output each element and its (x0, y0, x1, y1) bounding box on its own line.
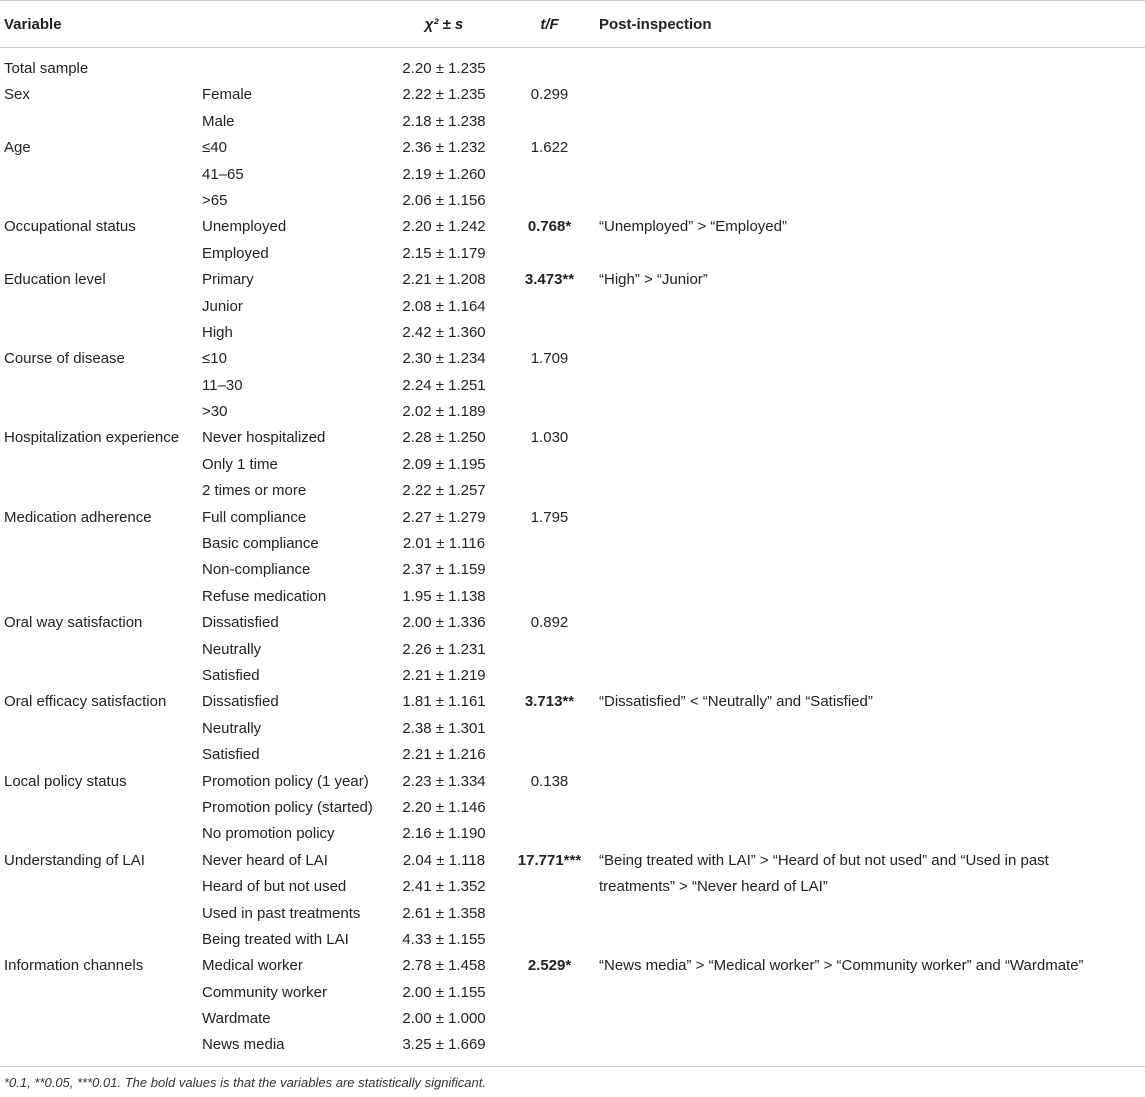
cell-stat: 2.09 ± 1.195 (402, 455, 486, 473)
cell-stat: 2.20 ± 1.235 (402, 60, 486, 77)
cell-subgroup: 11–30 (202, 376, 243, 394)
cell-variable: Age (4, 139, 31, 157)
cell-variable (0, 901, 198, 927)
cell-post-inspection (595, 320, 1145, 346)
post-inspection-text: “Being treated with LAI” > “Heard of but not used” and “Used in past treatments” > “Never heard of LAI” (599, 851, 1049, 895)
cell-tf: 1.709 (530, 350, 569, 368)
cell-tf: 3.473** (524, 271, 575, 289)
cell-post-inspection (595, 135, 1145, 161)
cell-variable (0, 980, 198, 1006)
table-row (0, 1032, 1145, 1066)
cell-subgroup: No promotion policy (202, 825, 335, 843)
cell-stat: 2.24 ± 1.251 (402, 376, 486, 394)
cell-post-inspection (595, 82, 1145, 108)
cell-tf (504, 980, 595, 1006)
table-body (0, 48, 1145, 1067)
cell-subgroup: Never hospitalized (202, 429, 326, 447)
cell-stat: 2.01 ± 1.116 (402, 535, 486, 553)
table-row (0, 478, 1145, 504)
cell-subgroup: Heard of but not used (202, 878, 347, 896)
cell-tf (504, 637, 595, 663)
table-row (0, 531, 1145, 557)
cell-subgroup: ≤40 (202, 139, 227, 157)
table-row (0, 980, 1145, 1006)
table-row (0, 373, 1145, 399)
cell-tf (504, 1032, 595, 1066)
cell-stat: 3.25 ± 1.669 (402, 1036, 486, 1054)
cell-tf (504, 874, 595, 900)
cell-stat: 2.20 ± 1.242 (402, 218, 486, 236)
table-row (0, 82, 1145, 108)
cell-stat: 2.41 ± 1.352 (402, 878, 486, 896)
cell-subgroup: Full compliance (202, 508, 307, 526)
cell-post-inspection (595, 188, 1145, 214)
cell-tf (504, 373, 595, 399)
cell-post-inspection (595, 848, 1145, 895)
table-row (0, 505, 1145, 531)
header-subgroup (198, 1, 384, 48)
cell-tf: 0.138 (530, 772, 569, 790)
cell-post-inspection (595, 452, 1145, 478)
cell-variable (0, 637, 198, 663)
cell-stat: 2.26 ± 1.231 (402, 640, 486, 658)
cell-variable: Oral efficacy satisfaction (4, 693, 167, 711)
cell-variable (0, 531, 198, 557)
cell-stat: 2.20 ± 1.146 (402, 798, 486, 816)
cell-subgroup: Wardmate (202, 1010, 271, 1028)
cell-tf (504, 294, 595, 320)
cell-tf (504, 320, 595, 346)
table-footnote: *0.1, **0.05, ***0.01. The bold values is that the variables are statistically significant. (0, 1066, 1145, 1090)
cell-variable: Understanding of LAI (4, 851, 145, 869)
table-row (0, 584, 1145, 610)
cell-tf: 0.768* (527, 218, 572, 236)
cell-variable: Hospitalization experience (4, 429, 180, 447)
cell-stat: 2.38 ± 1.301 (402, 719, 486, 737)
cell-subgroup: Satisfied (202, 746, 260, 764)
cell-tf: 0.299 (530, 86, 569, 104)
header-stat: χ² ± s (384, 1, 504, 48)
cell-tf (504, 188, 595, 214)
cell-variable (0, 821, 198, 847)
cell-variable: Sex (4, 86, 30, 104)
cell-tf (504, 742, 595, 768)
cell-variable: Total sample (4, 60, 89, 77)
table-row (0, 320, 1145, 346)
cell-variable (0, 1006, 198, 1032)
table-row (0, 399, 1145, 425)
cell-subgroup: 41–65 (202, 165, 244, 183)
cell-stat: 2.18 ± 1.238 (402, 112, 486, 130)
cell-subgroup: Male (202, 112, 235, 130)
cell-post-inspection: “Unemployed” > “Employed” (599, 218, 787, 236)
cell-stat: 2.36 ± 1.232 (402, 139, 486, 157)
cell-tf (504, 795, 595, 821)
cell-post-inspection (595, 901, 1145, 927)
cell-stat: 2.19 ± 1.260 (402, 165, 486, 183)
cell-stat: 2.16 ± 1.190 (402, 825, 486, 843)
cell-stat: 2.15 ± 1.179 (402, 244, 486, 262)
cell-subgroup: Employed (202, 244, 269, 262)
cell-variable: Local policy status (4, 772, 127, 790)
cell-subgroup: Basic compliance (202, 535, 319, 553)
cell-subgroup: Unemployed (202, 218, 287, 236)
cell-subgroup: Medical worker (202, 957, 303, 975)
table-row (0, 557, 1145, 583)
table-row (0, 425, 1145, 451)
table-row (0, 716, 1145, 742)
cell-variable: Course of disease (4, 350, 125, 368)
cell-stat: 2.61 ± 1.358 (402, 904, 486, 922)
table-row (0, 769, 1145, 795)
cell-subgroup: 2 times or more (202, 482, 307, 500)
cell-subgroup: Only 1 time (202, 455, 278, 473)
cell-subgroup: Satisfied (202, 666, 260, 684)
cell-post-inspection (595, 821, 1145, 847)
cell-subgroup: Female (202, 86, 253, 104)
cell-variable (0, 241, 198, 267)
cell-subgroup: Dissatisfied (202, 693, 279, 711)
cell-post-inspection (595, 505, 1145, 531)
cell-variable (0, 478, 198, 504)
cell-post-inspection: “News media” > “Medical worker” > “Community worker” and “Wardmate” (599, 957, 1084, 975)
cell-tf (504, 109, 595, 135)
cell-subgroup: Never heard of LAI (202, 851, 328, 869)
cell-stat: 2.21 ± 1.208 (402, 271, 486, 289)
cell-post-inspection (595, 716, 1145, 742)
cell-variable (0, 399, 198, 425)
cell-tf (504, 901, 595, 927)
cell-subgroup: Neutrally (202, 640, 262, 658)
header-tf: t/F (504, 1, 595, 48)
cell-post-inspection (595, 241, 1145, 267)
cell-variable (0, 927, 198, 953)
cell-post-inspection (595, 663, 1145, 689)
cell-post-inspection (595, 162, 1145, 188)
table-row (0, 610, 1145, 636)
cell-variable (0, 663, 198, 689)
cell-subgroup: Junior (202, 297, 243, 315)
cell-stat: 2.04 ± 1.118 (402, 851, 486, 869)
table-row (0, 663, 1145, 689)
cell-post-inspection (595, 48, 1145, 83)
cell-variable: Occupational status (4, 218, 136, 236)
cell-post-inspection (595, 1006, 1145, 1032)
cell-subgroup: >65 (202, 191, 228, 209)
cell-variable (0, 874, 198, 900)
cell-stat: 2.02 ± 1.189 (402, 403, 486, 421)
cell-variable (0, 162, 198, 188)
cell-tf (504, 716, 595, 742)
cell-subgroup: Non-compliance (202, 561, 311, 579)
table-row (0, 742, 1145, 768)
cell-subgroup: Being treated with LAI (202, 930, 349, 948)
table-row (0, 267, 1145, 293)
table-row (0, 48, 1145, 83)
cell-subgroup: >30 (202, 403, 228, 421)
cell-tf (504, 663, 595, 689)
cell-post-inspection (595, 373, 1145, 399)
cell-variable (0, 373, 198, 399)
cell-post-inspection (595, 769, 1145, 795)
cell-variable (0, 795, 198, 821)
table-row (0, 1006, 1145, 1032)
cell-tf: 1.795 (530, 508, 569, 526)
cell-variable (0, 320, 198, 346)
cell-stat: 2.00 ± 1.336 (402, 614, 486, 632)
cell-post-inspection (595, 610, 1145, 636)
cell-post-inspection (595, 399, 1145, 425)
cell-post-inspection (595, 294, 1145, 320)
cell-tf (504, 399, 595, 425)
cell-tf (504, 162, 595, 188)
cell-post-inspection (595, 742, 1145, 768)
cell-stat: 1.81 ± 1.161 (402, 693, 486, 711)
cell-stat: 4.33 ± 1.155 (402, 930, 486, 948)
cell-tf (504, 927, 595, 953)
table-row (0, 294, 1145, 320)
cell-post-inspection (595, 478, 1145, 504)
cell-stat: 2.28 ± 1.250 (402, 429, 486, 447)
table-row (0, 689, 1145, 715)
table-row (0, 637, 1145, 663)
cell-tf (504, 557, 595, 583)
cell-subgroup (198, 48, 384, 83)
cell-variable (0, 109, 198, 135)
cell-post-inspection: “High” > “Junior” (599, 271, 708, 289)
table-row (0, 848, 1145, 874)
cell-tf: 0.892 (530, 614, 569, 632)
cell-tf (504, 478, 595, 504)
header-variable: Variable (0, 1, 198, 48)
cell-variable (0, 742, 198, 768)
cell-subgroup: Refuse medication (202, 587, 327, 605)
cell-stat: 2.27 ± 1.279 (402, 508, 486, 526)
cell-variable (0, 452, 198, 478)
cell-post-inspection (595, 557, 1145, 583)
cell-subgroup: Promotion policy (1 year) (202, 772, 369, 790)
cell-tf: 1.030 (530, 429, 569, 447)
table-row (0, 821, 1145, 847)
cell-variable (0, 188, 198, 214)
cell-stat: 2.06 ± 1.156 (402, 191, 486, 209)
cell-post-inspection (595, 584, 1145, 610)
table-row (0, 109, 1145, 135)
cell-post-inspection (595, 109, 1145, 135)
cell-subgroup: Neutrally (202, 719, 262, 737)
cell-variable (0, 557, 198, 583)
cell-stat: 2.21 ± 1.216 (402, 746, 486, 764)
cell-stat: 2.23 ± 1.334 (402, 772, 486, 790)
cell-subgroup: Community worker (202, 983, 328, 1001)
cell-variable: Oral way satisfaction (4, 614, 143, 632)
table-row (0, 452, 1145, 478)
cell-stat: 2.08 ± 1.164 (402, 297, 486, 315)
cell-post-inspection (595, 346, 1145, 372)
cell-subgroup: Dissatisfied (202, 614, 279, 632)
cell-stat: 2.78 ± 1.458 (402, 957, 486, 975)
cell-stat: 2.21 ± 1.219 (402, 666, 486, 684)
cell-stat: 2.37 ± 1.159 (402, 561, 486, 579)
cell-tf: 1.622 (530, 139, 569, 157)
table-row (0, 214, 1145, 240)
cell-stat: 2.22 ± 1.235 (402, 86, 486, 104)
cell-subgroup: News media (202, 1036, 285, 1054)
cell-tf (504, 821, 595, 847)
cell-tf: 2.529* (527, 957, 572, 975)
cell-tf (504, 1006, 595, 1032)
table-row (0, 901, 1145, 927)
cell-subgroup: ≤10 (202, 350, 227, 368)
table-row (0, 241, 1145, 267)
cell-tf (504, 241, 595, 267)
cell-post-inspection (595, 795, 1145, 821)
cell-variable (0, 716, 198, 742)
cell-post-inspection (595, 531, 1145, 557)
table-row (0, 953, 1145, 979)
header-post-inspection: Post-inspection (595, 1, 1145, 48)
table-row (0, 135, 1145, 161)
cell-tf (504, 531, 595, 557)
cell-subgroup: High (202, 323, 233, 341)
table-row (0, 927, 1145, 953)
cell-stat: 2.00 ± 1.155 (402, 983, 486, 1001)
cell-post-inspection (595, 1032, 1145, 1066)
cell-tf (504, 48, 595, 83)
cell-stat: 2.30 ± 1.234 (402, 350, 486, 368)
cell-variable (0, 1032, 198, 1066)
cell-variable: Information channels (4, 957, 144, 975)
table-row (0, 188, 1145, 214)
table-row (0, 346, 1145, 372)
cell-tf (504, 584, 595, 610)
cell-post-inspection (595, 425, 1145, 451)
cell-stat: 2.22 ± 1.257 (402, 482, 486, 500)
cell-stat: 2.00 ± 1.000 (402, 1010, 486, 1028)
cell-tf (504, 452, 595, 478)
cell-tf: 3.713** (524, 693, 575, 711)
cell-stat: 1.95 ± 1.138 (402, 587, 486, 605)
table-row (0, 795, 1145, 821)
cell-post-inspection: “Dissatisfied” < “Neutrally” and “Satisfied” (599, 693, 873, 711)
table-header (0, 1, 1145, 48)
cell-post-inspection (595, 980, 1145, 1006)
cell-subgroup: Primary (202, 271, 254, 289)
cell-subgroup: Used in past treatments (202, 904, 361, 922)
cell-stat: 2.42 ± 1.360 (402, 323, 486, 341)
cell-variable: Education level (4, 271, 106, 289)
cell-variable: Medication adherence (4, 508, 152, 526)
cell-post-inspection (595, 637, 1145, 663)
table-row (0, 162, 1145, 188)
cell-tf: 17.771*** (517, 851, 582, 869)
cell-post-inspection (595, 927, 1145, 953)
cell-variable (0, 584, 198, 610)
cell-variable (0, 294, 198, 320)
cell-subgroup: Promotion policy (started) (202, 798, 373, 816)
